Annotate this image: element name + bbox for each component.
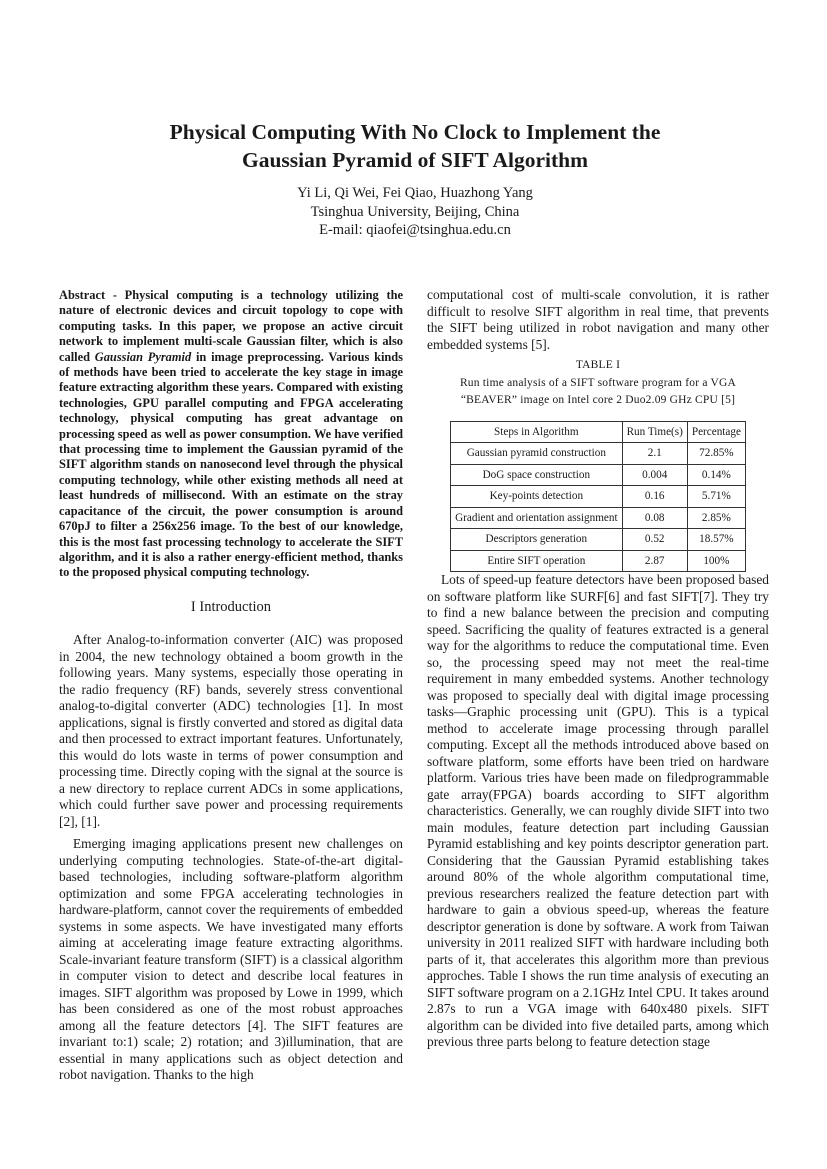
paper-title xyxy=(60,118,770,174)
table-cell: 0.16 xyxy=(622,486,687,508)
table-row xyxy=(451,550,746,572)
abstract xyxy=(59,288,403,581)
abstract-part1: Abstract - Physical computing is a technology utilizing the nature of electronic devices and circuit topology to cope with computing tasks. In this paper, we propose an active circuit network to implement multi-scale Gaussian filter, which is also called xyxy=(59,288,403,364)
table-cell: 0.14% xyxy=(687,464,745,486)
abstract-part2: in image preprocessing. Various kinds of methods have been tried to accelerate the key stage in image feature extracting algorithm these years. Compared with existing technologies, GPU parallel computing and FPGA accelerating technology, physical computing has great advantage on processing speed as well as power consumption. We have verified that processing time to implement the Gaussian pyramid of the SIFT algorithm stands on nanosecond level through the physical computing technology, while other existing methods all need at least hundreds of millisecond. With an estimate on the stray capacitance of the circuit, the power consumption is around 670pJ to filter a 256x256 image. To the best of our knowledge, this is the most fast processing technology to accelerate the SIFT algorithm, and it is also a rather energy-efficient method, thanks to the proposed physical computing technology. xyxy=(59,349,404,580)
table-row xyxy=(451,507,746,529)
table-cell: 72.85% xyxy=(687,443,745,465)
table-row xyxy=(451,529,746,551)
table-cell: 100% xyxy=(687,550,745,572)
table-cell: Gradient and orientation assignment xyxy=(451,507,623,529)
title-line-1: Physical Computing With No Clock to Implement the xyxy=(169,120,661,144)
affiliation: Tsinghua University, Beijing, China xyxy=(310,203,520,220)
table-cell: Entire SIFT operation xyxy=(451,550,623,572)
table-cell: 5.71% xyxy=(687,486,745,508)
table-header-row xyxy=(451,421,746,443)
table-cell: Gaussian pyramid construction xyxy=(451,443,623,465)
continued-paragraph: computational cost of multi-scale convolution, it is rather difficult to resolve SIFT algorithm in real time, that prevents the SIFT being utilized in robot navigation and many other embedded systems [5]. xyxy=(427,287,769,352)
table-cell: 2.87 xyxy=(622,550,687,572)
table-cell: 18.57% xyxy=(687,529,745,551)
section-heading-introduction: I Introduction xyxy=(190,598,272,615)
table-cell: DoG space construction xyxy=(451,464,623,486)
table-caption-line-1: Run time analysis of a SIFT software program for a VGA xyxy=(459,376,737,389)
table-header-cell: Run Time(s) xyxy=(622,421,687,443)
table-row xyxy=(451,464,746,486)
table-row xyxy=(451,443,746,465)
intro-paragraph-1: After Analog-to-information converter (AIC) was proposed in 2004, the new technology obtained a boom growth in the following years. Many systems, especially those operating in the radio frequency (RF) bands, severely stress conventional analog-to-digital converter (ADC) technologies [1]. In most applications, signal is firstly converted and stored as digital data and then processed to extract important features. Unfortunately, this would do lots waste in terms of power consumption and processing time. Directly coping with the signal at the source is a new directory to replace current ADCs in some applications, which could further save power and processing requirements [2], [1]. xyxy=(59,632,403,829)
table-row xyxy=(451,486,746,508)
title-line-2: Gaussian Pyramid of SIFT Algorithm xyxy=(241,148,589,172)
table-header-cell: Steps in Algorithm xyxy=(451,421,623,443)
table-cell: 2.1 xyxy=(622,443,687,465)
intro-paragraph-2: Emerging imaging applications present new challenges on underlying computing technologies. State-of-the-art digital-based technologies, including software-platform algorithm optimization and some FPGA accelerating technologies in hardware-platform, cannot cover the requirements of embedded systems in some aspects. We have investigated many efforts aiming at accelerating image feature extracting algorithms. Scale-invariant feature transform (SIFT) is a classical algorithm in computer vision to detect and describe local features in images. SIFT algorithm was proposed by Lowe in 1999, which has been considered as one of the most robust approaches among all the feature detectors [4]. The SIFT features are invariant to:1) scale; 2) rotation; and 3)illumination, that are essential in many applications such as object detection and robot navigation. Thanks to the high xyxy=(59,836,403,1083)
authors: Yi Li, Qi Wei, Fei Qiao, Huazhong Yang xyxy=(297,185,533,201)
author-block xyxy=(60,184,770,240)
run-time-table xyxy=(450,421,746,573)
table-label: TABLE I xyxy=(575,359,621,371)
table-cell: 0.08 xyxy=(622,507,687,529)
left-column xyxy=(59,288,403,1090)
abstract-italic: Gaussian Pyramid xyxy=(94,349,192,364)
right-column xyxy=(427,287,769,1057)
table-cell: Descriptors generation xyxy=(451,529,623,551)
table-cell: 2.85% xyxy=(687,507,745,529)
table-cell: 0.52 xyxy=(622,529,687,551)
table-cell: 0.004 xyxy=(622,464,687,486)
right-paragraph-2: Lots of speed-up feature detectors have been proposed based on software platform like SURF[6] and fast SIFT[7]. They try to find a new balance between the precision and computing speed. Sacrificing the quality of features extracted is a general way for the algorithms to reduce the computational time. Even so, the processing speed may not meet the real-time requirement in many embedded systems. Another technology was proposed to specially deal with digital image processing tasks—Graphic processing unit (GPU). This is a typical method to accelerate image processing through parallel computing. Except all the methods introduced above based on software platform, some efforts have been tried on hardware platform. Various tries have been made on filedprogrammable gate array(FPGA) boards according to SIFT algorithm characteristics. Generally, we can roughly divide SIFT into two main modules, feature detection part including Gaussian Pyramid establishing and key points descriptor generation part. Considering that the Gaussian Pyramid establishing takes around 80% of the whole algorithm computational time, previous researchers realized the feature detection part with hardware to gain a obvious speed-up, whereas the feature descriptor generation is done by software. A work from Taiwan university in 2011 realized SIFT with hardware including both parts of it, that accelerates this algorithm more than previous approches. Table I shows the run time analysis of executing an SIFT software program on a 2.1GHz Intel CPU. It takes around 2.87s to run a VGA image with 640x480 pixels. SIFT algorithm can be divided into five detailed parts, among which previous three parts belong to feature detection stage xyxy=(427,572,769,1049)
table-caption-line-2: “BEAVER” image on Intel core 2 Duo2.09 GHz CPU [5] xyxy=(460,394,736,406)
table-cell: Key-points detection xyxy=(451,486,623,508)
table-header-cell: Percentage xyxy=(687,421,745,443)
email: E-mail: qiaofei@tsinghua.edu.cn xyxy=(319,222,511,238)
